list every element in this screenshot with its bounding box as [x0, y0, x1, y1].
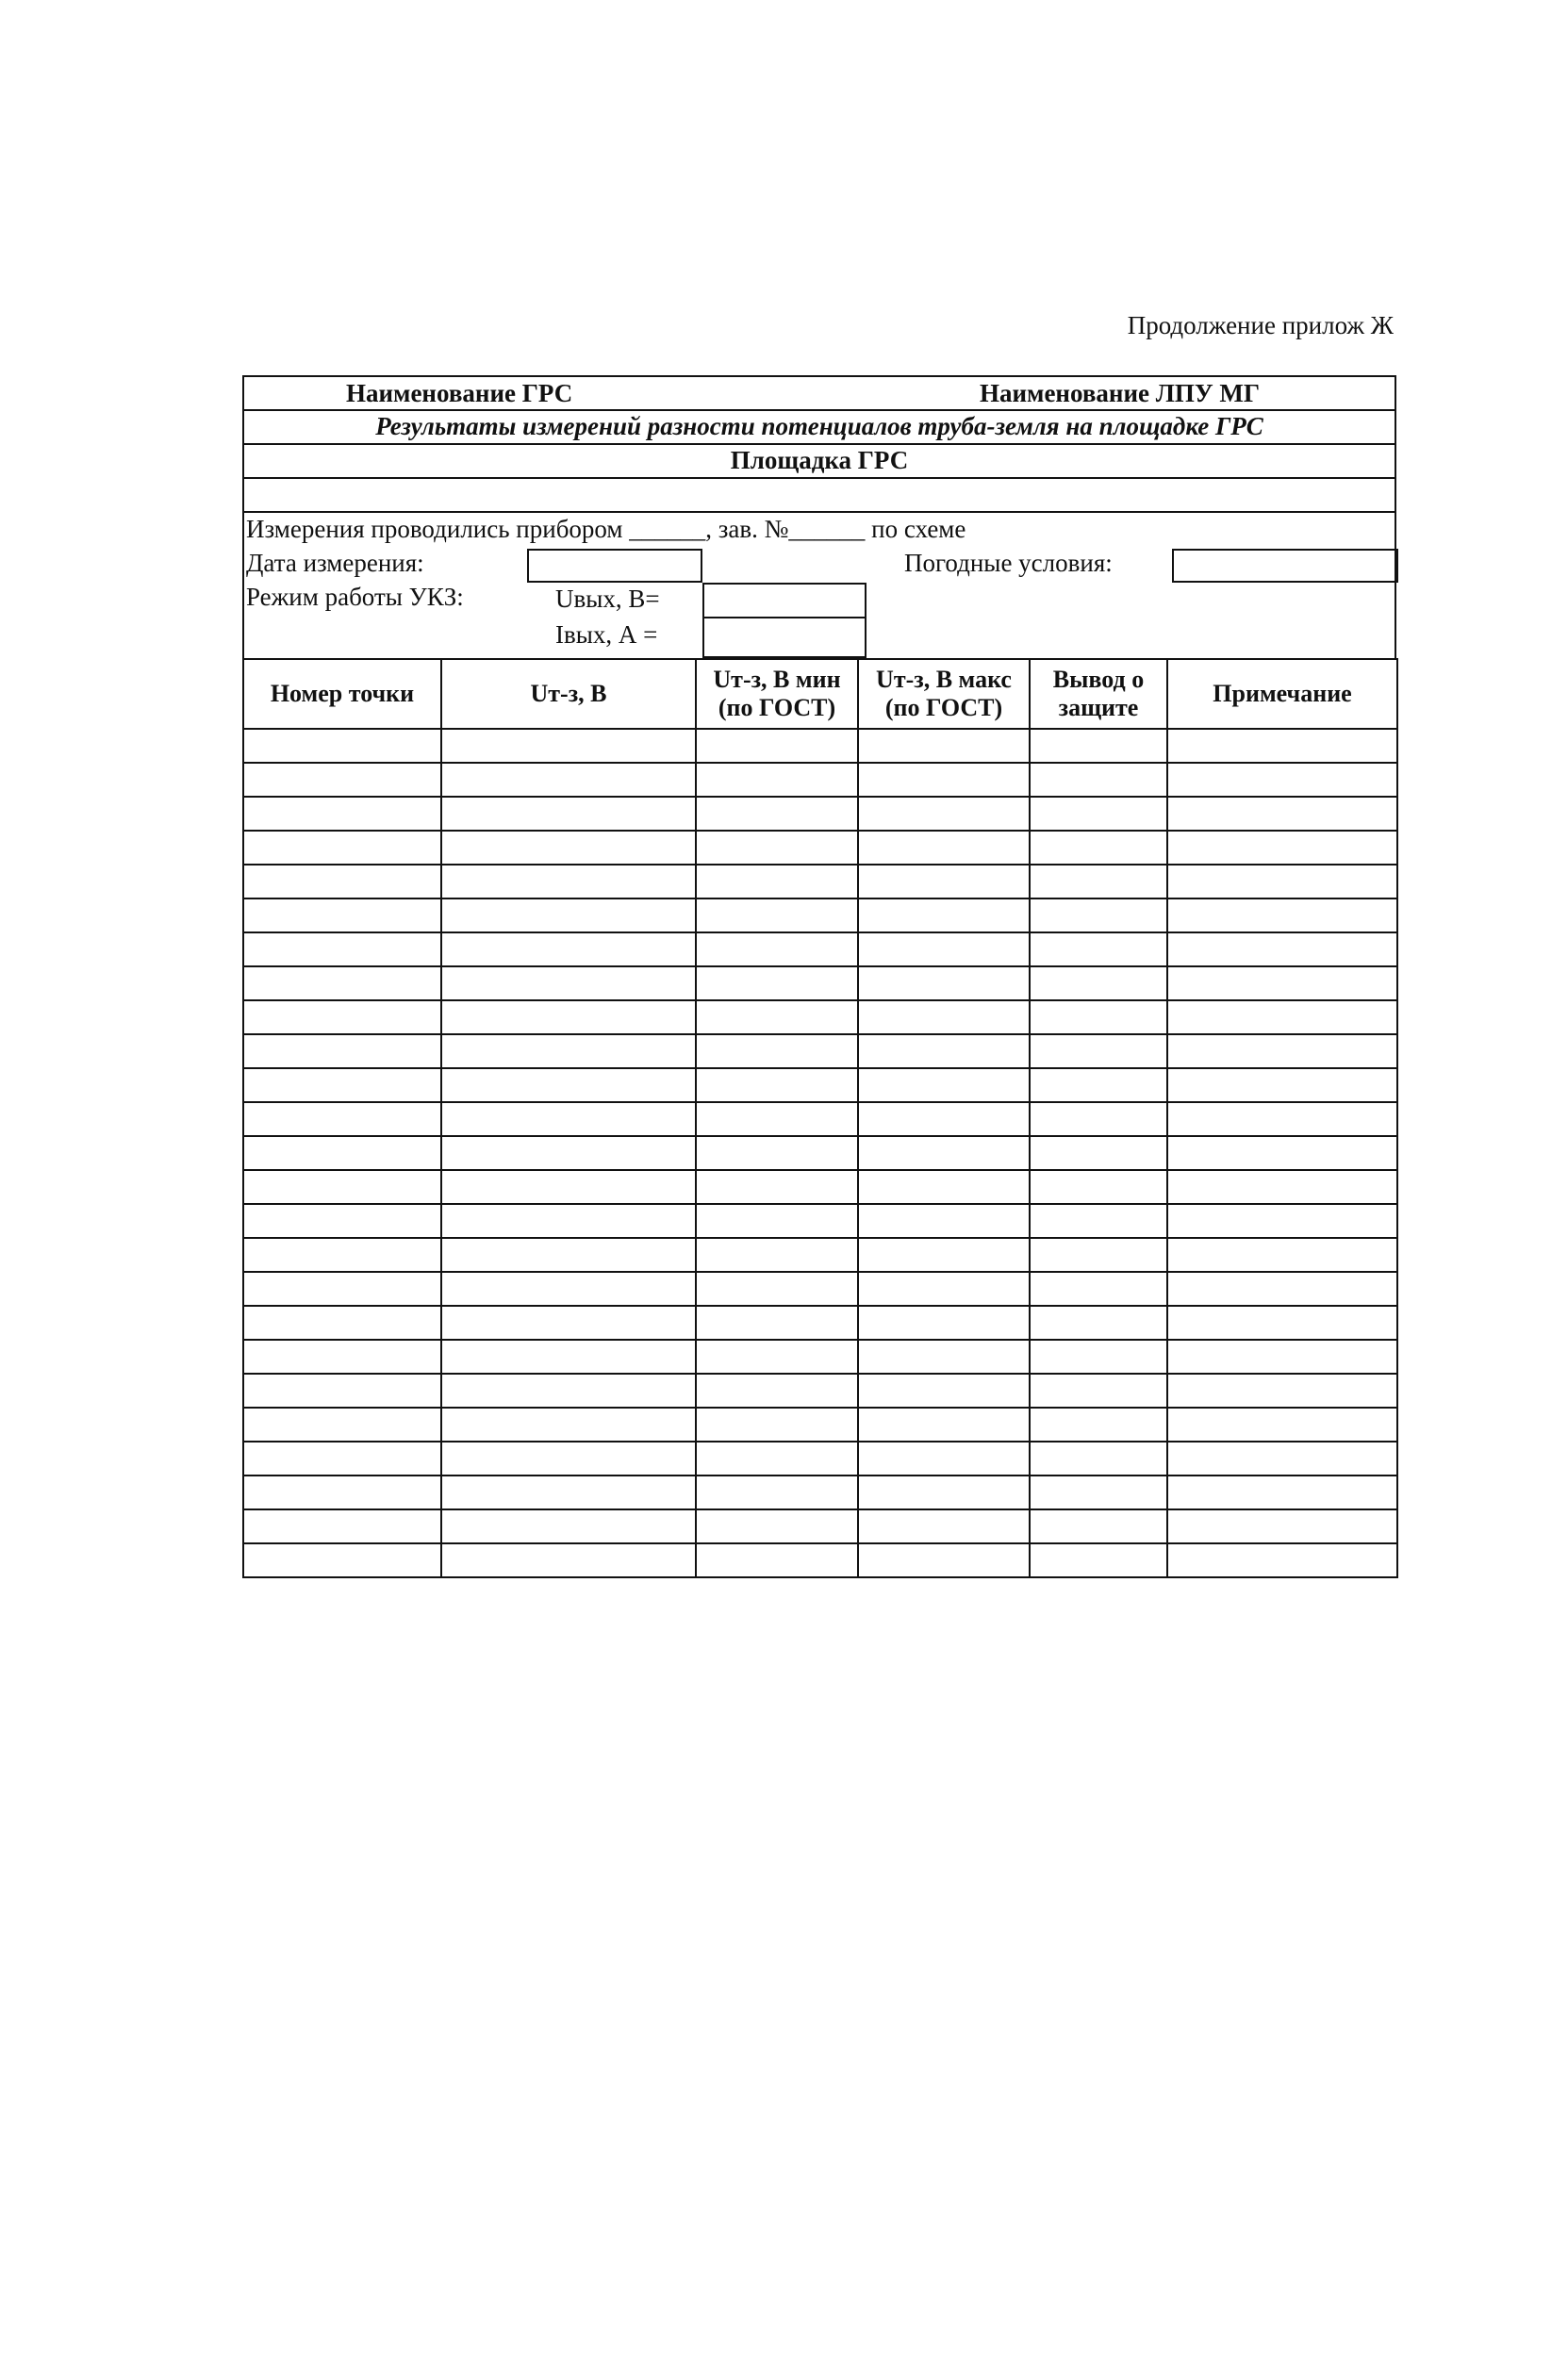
date-field[interactable]: [527, 549, 702, 583]
table-cell[interactable]: [1030, 1102, 1167, 1136]
table-cell[interactable]: [243, 1136, 441, 1170]
ukz-mode-label: Режим работы УКЗ:: [246, 583, 464, 611]
u-out-field[interactable]: [702, 583, 867, 618]
table-cell[interactable]: [1167, 1136, 1397, 1170]
table-cell[interactable]: [1030, 763, 1167, 797]
u-out-label: Uвых, В=: [555, 585, 660, 613]
table-body: [243, 729, 1397, 1577]
table-cell[interactable]: [1167, 1374, 1397, 1408]
table-cell[interactable]: [441, 1102, 696, 1136]
table-row: [243, 1170, 1397, 1204]
table-cell[interactable]: [858, 932, 1030, 966]
table-cell[interactable]: [243, 1068, 441, 1102]
table-cell[interactable]: [1030, 898, 1167, 932]
names-row: [242, 375, 1396, 411]
table-cell[interactable]: [243, 1543, 441, 1577]
table-cell[interactable]: [243, 1102, 441, 1136]
table-cell[interactable]: [1030, 1068, 1167, 1102]
table-row: [243, 729, 1397, 763]
table-cell[interactable]: [1030, 1204, 1167, 1238]
table-cell[interactable]: [1030, 1408, 1167, 1442]
table-cell[interactable]: [1167, 1543, 1397, 1577]
table-cell[interactable]: [858, 1408, 1030, 1442]
table-row: [243, 932, 1397, 966]
table-cell[interactable]: [1030, 1238, 1167, 1272]
table-cell[interactable]: [1167, 1068, 1397, 1102]
table-row: [243, 1509, 1397, 1543]
table-cell[interactable]: [696, 1340, 858, 1374]
table-cell[interactable]: [858, 1170, 1030, 1204]
table-row: [243, 1034, 1397, 1068]
table-cell[interactable]: [858, 831, 1030, 865]
blank-row: [242, 479, 1396, 513]
table-cell[interactable]: [441, 1136, 696, 1170]
table-cell[interactable]: [696, 1170, 858, 1204]
table-cell[interactable]: [696, 1204, 858, 1238]
date-label: Дата измерения:: [246, 549, 424, 577]
table-cell[interactable]: [1030, 1034, 1167, 1068]
table-row: [243, 1204, 1397, 1238]
table-cell[interactable]: [441, 932, 696, 966]
table-cell[interactable]: [1030, 797, 1167, 831]
table-cell[interactable]: [858, 1136, 1030, 1170]
table-row: [243, 1238, 1397, 1272]
table-cell[interactable]: [696, 831, 858, 865]
table-cell[interactable]: [1030, 1000, 1167, 1034]
table-cell[interactable]: [1167, 1509, 1397, 1543]
table-cell[interactable]: [1030, 1170, 1167, 1204]
table-row: [243, 1442, 1397, 1476]
table-cell[interactable]: [441, 1509, 696, 1543]
table-cell[interactable]: [1167, 1408, 1397, 1442]
table-cell[interactable]: [1167, 865, 1397, 898]
table-cell[interactable]: [858, 1068, 1030, 1102]
table-cell[interactable]: [858, 1509, 1030, 1543]
table-cell[interactable]: [243, 763, 441, 797]
table-row: [243, 1306, 1397, 1340]
table-cell[interactable]: [243, 729, 441, 763]
table-cell[interactable]: [858, 1476, 1030, 1509]
table-cell[interactable]: [696, 966, 858, 1000]
table-cell[interactable]: [696, 1476, 858, 1509]
table-cell[interactable]: [696, 1543, 858, 1577]
table-cell[interactable]: [441, 1340, 696, 1374]
table-cell[interactable]: [858, 1000, 1030, 1034]
table-cell[interactable]: [441, 1306, 696, 1340]
table-row: [243, 1476, 1397, 1509]
table-cell[interactable]: [1167, 1000, 1397, 1034]
i-out-label: Iвых, А =: [555, 620, 658, 649]
table-cell[interactable]: [696, 898, 858, 932]
table-cell[interactable]: [696, 1000, 858, 1034]
table-cell[interactable]: [243, 865, 441, 898]
table-cell[interactable]: [1030, 1476, 1167, 1509]
col-note: Примечание: [1167, 659, 1397, 729]
table-cell[interactable]: [858, 898, 1030, 932]
table-cell[interactable]: [441, 1034, 696, 1068]
col-protection-conclusion: Вывод о защите: [1030, 659, 1167, 729]
table-cell[interactable]: [1167, 1272, 1397, 1306]
table-cell[interactable]: [441, 1442, 696, 1476]
table-cell[interactable]: [858, 1543, 1030, 1577]
table-cell[interactable]: [696, 1272, 858, 1306]
table-cell[interactable]: [696, 1509, 858, 1543]
table-cell[interactable]: [1030, 831, 1167, 865]
table-row: [243, 1000, 1397, 1034]
table-cell[interactable]: [1167, 932, 1397, 966]
table-cell[interactable]: [858, 1034, 1030, 1068]
table-cell[interactable]: [1030, 1442, 1167, 1476]
table-cell[interactable]: [1167, 1238, 1397, 1272]
table-cell[interactable]: [1167, 1340, 1397, 1374]
table-cell[interactable]: [243, 1442, 441, 1476]
table-cell[interactable]: [858, 1442, 1030, 1476]
table-cell[interactable]: [441, 865, 696, 898]
table-cell[interactable]: [858, 1238, 1030, 1272]
table-cell[interactable]: [243, 1509, 441, 1543]
grs-name-label: Наименование ГРС: [346, 379, 573, 407]
table-cell[interactable]: [243, 1170, 441, 1204]
lpu-name-label: Наименование ЛПУ МГ: [980, 379, 1261, 407]
table-cell[interactable]: [1030, 1306, 1167, 1340]
measurement-table: [242, 658, 1398, 1578]
table-cell[interactable]: [696, 729, 858, 763]
table-cell[interactable]: [696, 797, 858, 831]
table-cell[interactable]: [1030, 1374, 1167, 1408]
table-cell[interactable]: [1030, 865, 1167, 898]
table-cell[interactable]: [1030, 1272, 1167, 1306]
table-cell[interactable]: [441, 898, 696, 932]
table-cell[interactable]: [1167, 831, 1397, 865]
weather-field[interactable]: [1172, 549, 1398, 583]
table-cell[interactable]: [441, 1476, 696, 1509]
table-cell[interactable]: [858, 1340, 1030, 1374]
continuation-label: Продолжение прилож Ж: [1127, 311, 1394, 339]
table-cell[interactable]: [441, 1204, 696, 1238]
table-cell[interactable]: [696, 1306, 858, 1340]
table-cell[interactable]: [243, 966, 441, 1000]
table-row: [243, 898, 1397, 932]
table-cell[interactable]: [243, 932, 441, 966]
table-cell[interactable]: [1167, 1102, 1397, 1136]
table-cell[interactable]: [1167, 1306, 1397, 1340]
table-cell[interactable]: [243, 1272, 441, 1306]
table-cell[interactable]: [1030, 1136, 1167, 1170]
table-cell[interactable]: [441, 1068, 696, 1102]
table-cell[interactable]: [1030, 966, 1167, 1000]
table-row: [243, 1136, 1397, 1170]
table-cell[interactable]: [858, 763, 1030, 797]
table-cell[interactable]: [441, 763, 696, 797]
table-cell[interactable]: [858, 1374, 1030, 1408]
table-cell[interactable]: [1167, 898, 1397, 932]
table-row: [243, 1068, 1397, 1102]
table-cell[interactable]: [1167, 1204, 1397, 1238]
i-out-field[interactable]: [702, 617, 867, 658]
table-cell[interactable]: [858, 1272, 1030, 1306]
table-cell[interactable]: [441, 1238, 696, 1272]
table-cell[interactable]: [1167, 966, 1397, 1000]
measurement-form: [242, 375, 1396, 1578]
table-cell[interactable]: [1167, 729, 1397, 763]
table-cell[interactable]: [696, 1374, 858, 1408]
table-cell[interactable]: [696, 1136, 858, 1170]
table-cell[interactable]: [243, 1306, 441, 1340]
table-cell[interactable]: [243, 1238, 441, 1272]
table-cell[interactable]: [441, 1374, 696, 1408]
table-cell[interactable]: [696, 1034, 858, 1068]
table-cell[interactable]: [1167, 1034, 1397, 1068]
table-cell[interactable]: [1030, 729, 1167, 763]
weather-label: Погодные условия:: [904, 549, 1113, 577]
col-point-number: Номер точки: [243, 659, 441, 729]
table-cell[interactable]: [1167, 797, 1397, 831]
table-cell[interactable]: [243, 1340, 441, 1374]
table-cell[interactable]: [243, 1034, 441, 1068]
table-cell[interactable]: [243, 1204, 441, 1238]
table-cell[interactable]: [696, 763, 858, 797]
info-block: [242, 513, 1396, 658]
table-cell[interactable]: [243, 1000, 441, 1034]
table-cell[interactable]: [858, 966, 1030, 1000]
table-row: [243, 1340, 1397, 1374]
table-cell[interactable]: [441, 831, 696, 865]
table-cell[interactable]: [696, 1408, 858, 1442]
form-title: Результаты измерений разности потенциалов труба-земля на площадке ГРС: [375, 412, 1263, 440]
device-line: Измерения проводились прибором ______, зав. №______ по схеме: [246, 515, 966, 543]
table-row: [243, 763, 1397, 797]
table-cell[interactable]: [858, 1306, 1030, 1340]
section-row: [242, 445, 1396, 479]
table-cell[interactable]: [1167, 763, 1397, 797]
table-cell[interactable]: [858, 1204, 1030, 1238]
table-row: [243, 797, 1397, 831]
table-row: [243, 1374, 1397, 1408]
table-cell[interactable]: [441, 797, 696, 831]
table-cell[interactable]: [1167, 1170, 1397, 1204]
table-cell[interactable]: [858, 797, 1030, 831]
table-row: [243, 865, 1397, 898]
table-cell[interactable]: [858, 729, 1030, 763]
col-u-measured: Uт-з, В: [441, 659, 696, 729]
table-row: [243, 831, 1397, 865]
table-cell[interactable]: [441, 1000, 696, 1034]
table-row: [243, 1543, 1397, 1577]
table-cell[interactable]: [441, 1543, 696, 1577]
table-cell[interactable]: [696, 1238, 858, 1272]
table-cell[interactable]: [243, 1374, 441, 1408]
col-u-max: Uт-з, В макс (по ГОСТ): [858, 659, 1030, 729]
table-header-row: [243, 659, 1397, 729]
table-cell[interactable]: [243, 898, 441, 932]
form-title-row: [242, 411, 1396, 445]
table-cell[interactable]: [696, 1442, 858, 1476]
table-cell[interactable]: [1167, 1476, 1397, 1509]
table-row: [243, 1408, 1397, 1442]
table-row: [243, 966, 1397, 1000]
section-title: Площадка ГРС: [730, 446, 909, 474]
table-cell[interactable]: [1167, 1442, 1397, 1476]
table-row: [243, 1102, 1397, 1136]
table-cell[interactable]: [243, 1476, 441, 1509]
table-cell[interactable]: [441, 1408, 696, 1442]
table-cell[interactable]: [696, 1068, 858, 1102]
table-cell[interactable]: [1030, 932, 1167, 966]
table-cell[interactable]: [243, 797, 441, 831]
table-cell[interactable]: [858, 1102, 1030, 1136]
table-cell[interactable]: [696, 1102, 858, 1136]
table-cell[interactable]: [243, 1408, 441, 1442]
col-u-min: Uт-з, В мин (по ГОСТ): [696, 659, 858, 729]
table-cell[interactable]: [696, 932, 858, 966]
table-cell[interactable]: [441, 966, 696, 1000]
table-cell[interactable]: [441, 729, 696, 763]
table-cell[interactable]: [441, 1170, 696, 1204]
table-cell[interactable]: [696, 865, 858, 898]
table-cell[interactable]: [1030, 1340, 1167, 1374]
table-row: [243, 1272, 1397, 1306]
table-cell[interactable]: [441, 1272, 696, 1306]
table-cell[interactable]: [1030, 1543, 1167, 1577]
table-cell[interactable]: [1030, 1509, 1167, 1543]
table-cell[interactable]: [243, 831, 441, 865]
table-cell[interactable]: [858, 865, 1030, 898]
